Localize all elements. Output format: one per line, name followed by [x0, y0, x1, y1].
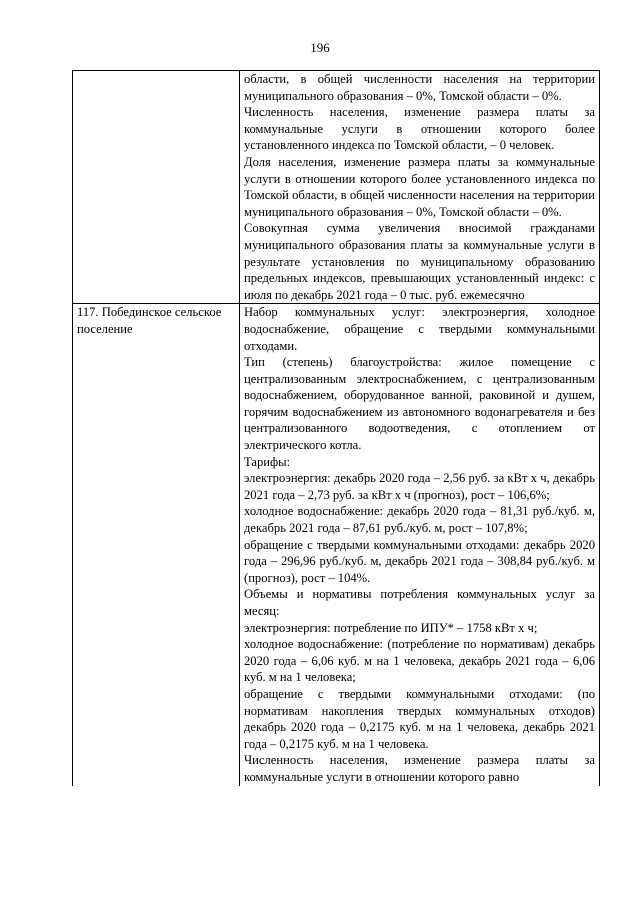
paragraph: электроэнергия: потребление по ИПУ* – 1758 кВт х ч; — [244, 620, 538, 635]
table-row — [73, 304, 600, 786]
paragraph: области, в общей численности населения на территории муниципального образования – 0%, Томской области – 0%. — [244, 72, 595, 103]
municipality-cell: 117. Побединское сельское поселение — [73, 304, 240, 786]
paragraph: Численность населения, изменение размера платы за коммунальные услуги в отношении которого более установленного индекса по Томской области, – 0 человек. — [244, 105, 595, 153]
description-cell — [240, 304, 600, 786]
description-cell — [240, 71, 600, 304]
page-number: 196 — [310, 40, 330, 55]
document-table — [72, 70, 600, 786]
paragraph: Совокупная сумма увеличения вносимой гражданами муниципального образования платы за коммунальные услуги в результате установления по муниципальному образованию предельных индексов, превышающих установленный индекс: с июля по декабрь 2021 года – 0 тыс. руб. ежемесячно — [244, 221, 595, 302]
paragraph: холодное водоснабжение: декабрь 2020 года – 81,31 руб./куб. м, декабрь 2021 года – 87,61 руб./куб. м, рост – 107,8%; — [244, 504, 595, 536]
paragraph: электроэнергия: декабрь 2020 года – 2,56 руб. за кВт х ч, декабрь 2021 года – 2,73 руб. за кВт х ч (прогноз), рост – 106,6%; — [244, 471, 595, 502]
paragraph: Численность населения, изменение размера платы за коммунальные услуги в отношении которого равно — [244, 753, 595, 784]
paragraph: холодное водоснабжение: (потребление по нормативам) декабрь 2020 года – 6,06 куб. м на 1 человека, декабрь 2021 года – 6,06 куб. м на 1 человека; — [244, 637, 595, 685]
paragraph: Набор коммунальных услуг: электроэнергия, холодное водоснабжение, обращение с твердыми коммунальными отходами. — [244, 305, 595, 353]
paragraph: Тарифы: — [244, 454, 291, 469]
paragraph: Объемы и нормативы потребления коммунальных услуг за месяц: — [244, 587, 595, 618]
paragraph: Доля населения, изменение размера платы за коммунальные услуги в отношении которого более установленного индекса по Томской области, в общей численности населения на территории муниципального образования – 0%, Томской области – 0%. — [244, 154, 595, 219]
municipality-cell — [73, 71, 240, 304]
paragraph: обращение с твердыми коммунальными отходами: (по нормативам накопления твердых коммунальных отходов) декабрь 2020 года – 0,2175 куб. м на 1 человека, декабрь 2021 года – 0,2175 куб. м на 1 человека. — [244, 686, 595, 751]
table-row — [73, 71, 600, 304]
paragraph: Тип (степень) благоустройства: жилое помещение с централизованным электроснабжением, с централизованным водоснабжением, оборудованное ванной, раковиной и душем, горячим водоснабжением из автономного водонагревателя и без централизованного водоотведения, с отоплением от электрического котла. — [244, 355, 595, 453]
paragraph: обращение с твердыми коммунальными отходами: декабрь 2020 года – 296,96 руб./куб. м, декабрь 2021 года – 308,84 руб./куб. м (прогноз), рост – 104%. — [244, 537, 595, 585]
